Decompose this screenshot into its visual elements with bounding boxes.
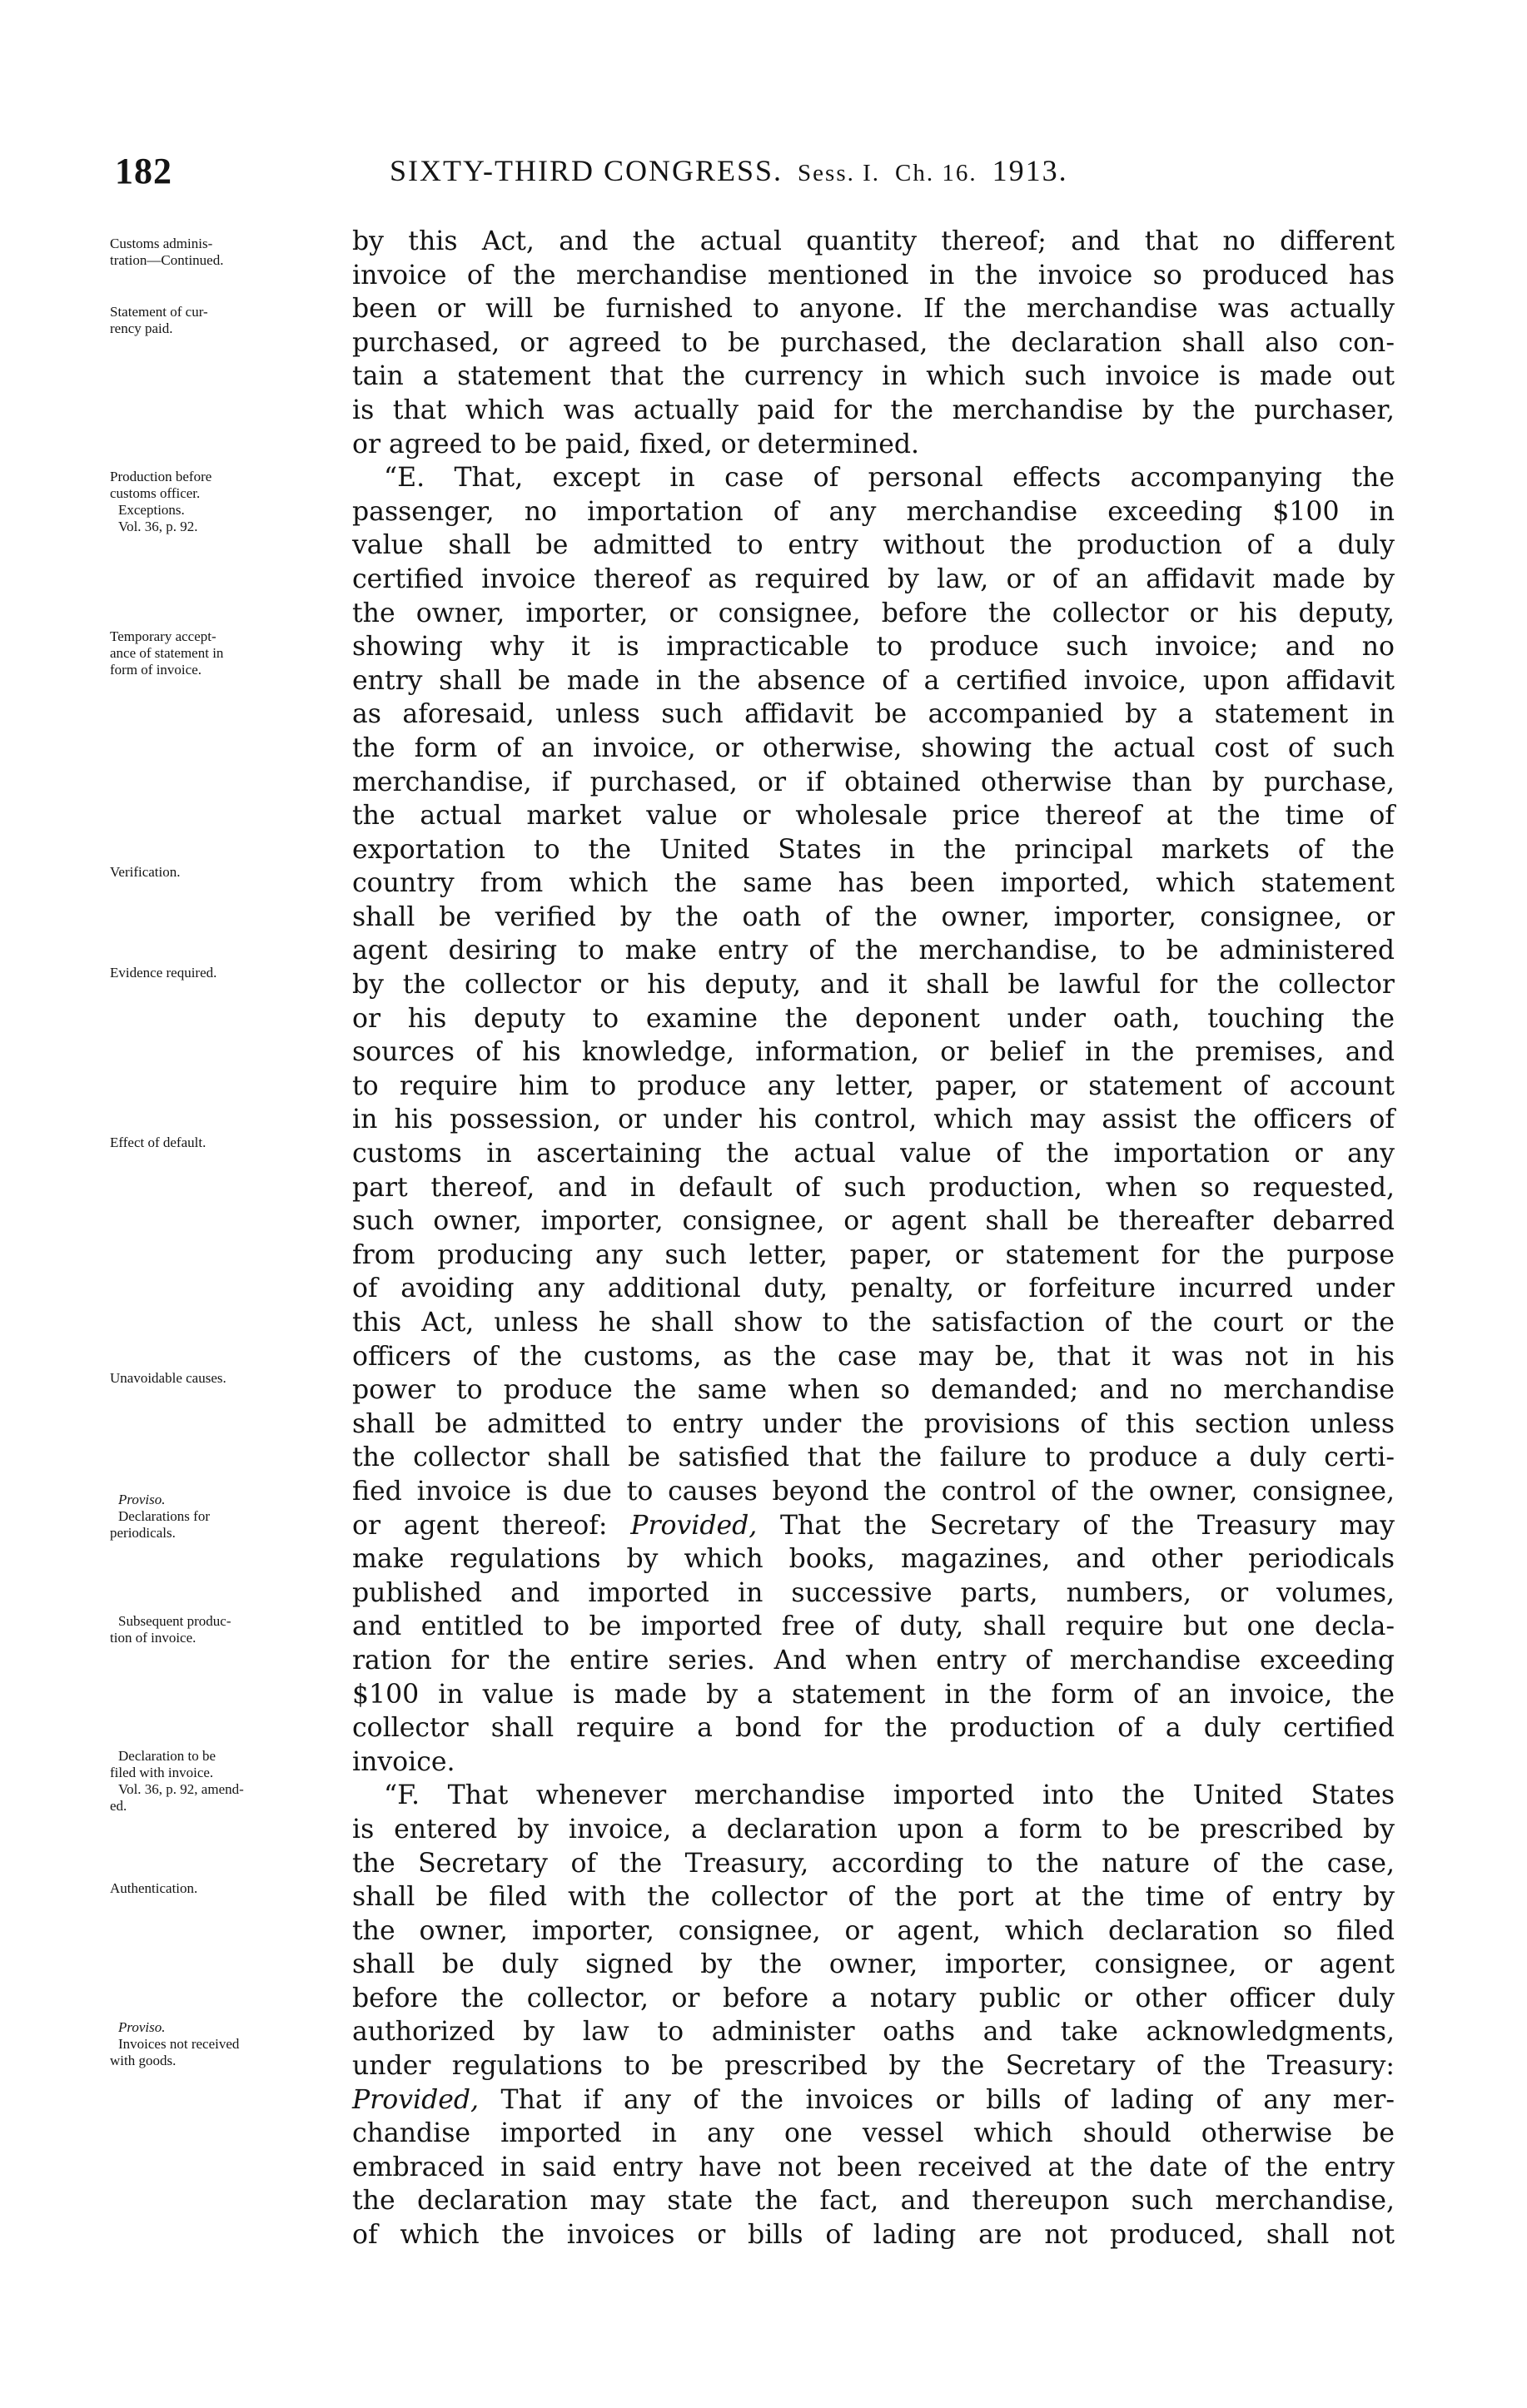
year-label: 1913. [992,154,1068,187]
margin-note-line: Verification. [110,864,181,880]
margin-note-line: Invoices not received [118,2036,240,2052]
body-line: make regulations by which books, magazines, and other periodicals [352,1544,1395,1575]
body-line: before the collector, or before a notary public or other officer duly [352,1983,1395,2013]
margin-note-line: Temporary accept- [110,628,216,644]
body-line: ration for the entire series. And when entry of merchandise exceeding [352,1645,1395,1676]
margin-note-line: ance of statement in [110,645,224,661]
body-line: country from which the same has been imported, which statement [352,868,1395,899]
margin-note-line: Production before [110,469,212,484]
statute-body-text [352,225,1395,2252]
body-line: the actual market value or wholesale price thereof at the time of [352,801,1395,832]
body-line: of which the invoices or bills of lading are not produced, shall not [352,2220,1395,2251]
body-line: the declaration may state the fact, and thereupon such merchandise, [352,2186,1395,2217]
margin-note-line: Effect of default. [110,1134,206,1150]
margin-note-unavoidable-causes [110,1370,347,1387]
body-line: showing why it is impracticable to produce such invoice; and no [352,632,1395,663]
body-line: published and imported in successive parts, numbers, or volumes, [352,1577,1395,1608]
margin-note-line: periodicals. [110,1525,176,1541]
body-line: and entitled to be imported free of duty, shall require but one decla- [352,1611,1395,1642]
body-line: purchased, or agreed to be purchased, the declaration shall also con- [352,327,1395,358]
body-line: invoice of the merchandise mentioned in the invoice so produced has [352,260,1395,290]
body-line: is entered by invoice, a declaration upon a form to be prescribed by [352,1814,1395,1844]
margin-note-declaration-filed [110,1748,347,1815]
running-head [390,153,1068,188]
body-line: agent desiring to make entry of the merchandise, to be administered [352,936,1395,966]
body-line: shall be verified by the oath of the owner, importer, consignee, or [352,901,1395,932]
body-line: in his possession, or under his control, which may assist the officers of [352,1105,1395,1135]
margin-note-line: Vol. 36, p. 92, amend- [118,1781,244,1797]
body-line: to require him to produce any letter, paper, or statement of account [352,1070,1395,1101]
body-line: fied invoice is due to causes beyond the control of the owner, consignee, [352,1476,1395,1507]
body-line: the owner, importer, consignee, or agent, which declaration so filed [352,1915,1395,1946]
body-line: collector shall require a bond for the production of a duly certified [352,1713,1395,1744]
margin-note-line: Unavoidable causes. [110,1370,226,1386]
margin-note-authentication [110,1880,347,1897]
body-line: certified invoice thereof as required by law, or of an affidavit made by [352,564,1395,594]
margin-note-temporary-acceptance [110,628,347,678]
body-line: $100 in value is made by a statement in the form of an invoice, the [352,1679,1395,1710]
margin-note-line: Statement of cur- [110,304,208,320]
body-line: is that which was actually paid for the merchandise by the purchaser, [352,395,1395,425]
margin-note-line: Proviso. [118,1492,166,1507]
body-line: shall be duly signed by the owner, importer, consignee, or agent [352,1949,1395,1980]
body-line: under regulations to be prescribed by the Secretary of the Treasury: [352,2051,1395,2082]
margin-note-customs-administration [110,236,347,269]
body-line: entry shall be made in the absence of a certified invoice, upon affidavit [352,665,1395,696]
body-line: of avoiding any additional duty, penalty, or forfeiture incurred under [352,1274,1395,1304]
margin-note-invoices-not-received [110,2019,347,2069]
margin-note-evidence-required [110,965,347,981]
body-line: chandise imported in any one vessel which should otherwise be [352,2118,1395,2149]
chapter-label: Ch. 16. [895,160,977,186]
body-line: invoice. [352,1746,455,1777]
margin-note-line: rency paid. [110,320,173,336]
margin-note-line: customs officer. [110,485,201,501]
body-line: authorized by law to administer oaths and take acknowledgments, [352,2017,1395,2048]
body-line: been or will be furnished to anyone. If the merchandise was actually [352,294,1395,325]
congress-title: SIXTY-THIRD CONGRESS. [390,154,783,187]
margin-note-line: tration—Continued. [110,252,224,268]
body-line: as aforesaid, unless such affidavit be accompanied by a statement in [352,699,1395,730]
body-line: customs in ascertaining the actual value of the importation or any [352,1139,1395,1169]
section-e-first-line: “E. That, except in case of personal effects accompanying the [384,463,1395,494]
margin-note-line: Vol. 36, p. 92. [118,519,198,534]
body-line: from producing any such letter, paper, or statement for the purpose [352,1239,1395,1270]
body-line: or agreed to be paid, fixed, or determined. [352,429,920,459]
body-line: by the collector or his deputy, and it shall be lawful for the collector [352,970,1395,1000]
body-line: shall be filed with the collector of the port at the time of entry by [352,1882,1395,1913]
margin-note-subsequent-production [110,1613,347,1646]
body-line: exportation to the United States in the principal markets of the [352,834,1395,865]
margin-note-line: filed with invoice. [110,1765,214,1780]
margin-note-line: Evidence required. [110,965,217,981]
body-line: the owner, importer, or consignee, before the collector or his deputy, [352,598,1395,628]
body-line: tain a statement that the currency in which such invoice is made out [352,361,1395,392]
body-line: power to produce the same when so demanded; and no merchandise [352,1375,1395,1406]
section-f-first-line: “F. That whenever merchandise imported into the United States [384,1780,1395,1811]
margin-note-line: Exceptions. [118,502,185,518]
body-line: or his deputy to examine the deponent under oath, touching the [352,1003,1395,1034]
margin-note-production-before-officer [110,469,347,535]
margin-note-verification [110,864,347,881]
body-line: Provided, That if any of the invoices or bills of lading of any mer- [352,2084,1395,2115]
body-line: shall be admitted to entry under the provisions of this section unless [352,1408,1395,1439]
margin-note-effect-of-default [110,1134,347,1151]
body-line: the form of an invoice, or otherwise, showing the actual cost of such [352,732,1395,763]
margin-note-line: Proviso. [118,2019,166,2035]
body-line: officers of the customs, as the case may be, that it was not in his [352,1341,1395,1372]
body-line: passenger, no importation of any merchandise exceeding $100 in [352,496,1395,527]
margin-note-line: Customs adminis- [110,236,213,251]
body-line: sources of his knowledge, information, or belief in the premises, and [352,1037,1395,1068]
margin-note-line: Subsequent produc- [118,1613,231,1629]
body-line: by this Act, and the actual quantity thereof; and that no different [352,226,1395,256]
margin-note-line: tion of invoice. [110,1630,196,1646]
margin-note-line: form of invoice. [110,662,201,678]
margin-note-line: ed. [110,1798,127,1814]
page-number: 182 [115,151,172,191]
margin-note-line: with goods. [110,2053,177,2068]
margin-note-periodicals-proviso [110,1492,347,1542]
body-line: this Act, unless he shall show to the satisfaction of the court or the [352,1308,1395,1338]
body-line: part thereof, and in default of such production, when so requested, [352,1172,1395,1203]
body-line: embraced in said entry have not been received at the date of the entry [352,2152,1395,2182]
session-label: Sess. I. [798,160,881,186]
body-line: value shall be admitted to entry without the production of a duly [352,530,1395,561]
body-line: the collector shall be satisfied that the failure to produce a duly certi- [352,1442,1395,1473]
body-line: merchandise, if purchased, or if obtained otherwise than by purchase, [352,767,1395,797]
margin-note-line: Declaration to be [118,1748,216,1764]
body-line: the Secretary of the Treasury, according to the nature of the case, [352,1848,1395,1879]
margin-note-line: Authentication. [110,1880,198,1896]
margin-notes [110,0,351,2408]
body-line: or agent thereof: Provided, That the Secretary of the Treasury may [352,1510,1395,1541]
margin-note-statement-of-currency [110,304,347,337]
margin-note-line: Declarations for [118,1508,210,1524]
body-line: such owner, importer, consignee, or agent shall be thereafter debarred [352,1206,1395,1237]
